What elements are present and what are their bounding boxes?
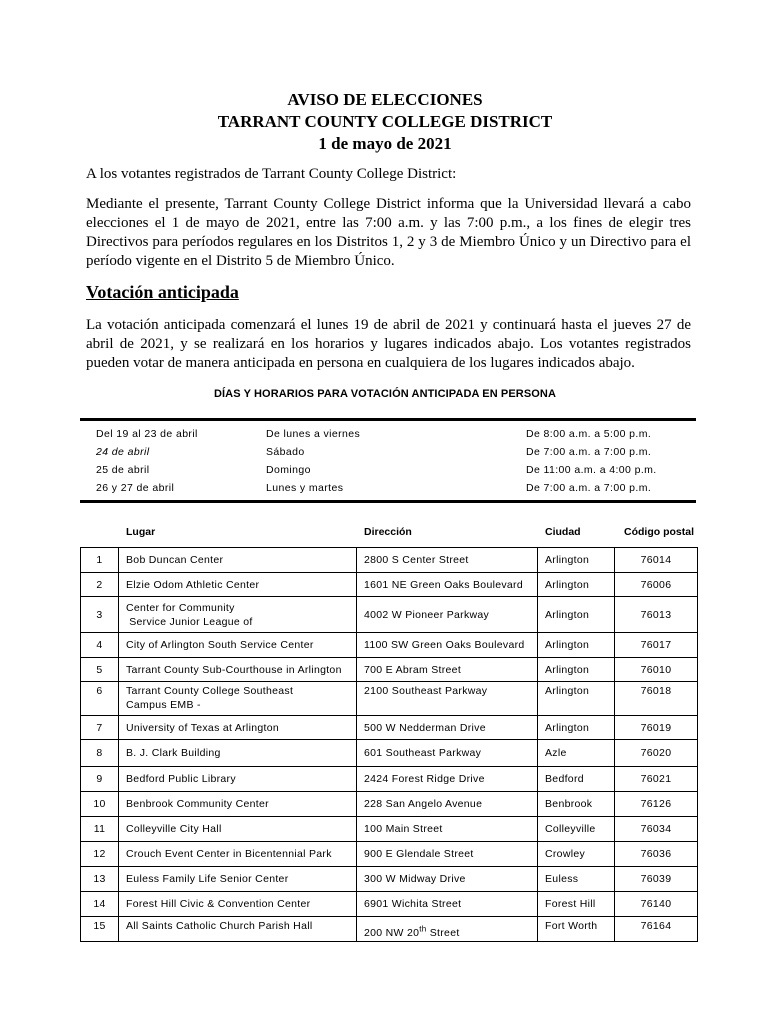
notice-title-line-2: TARRANT COUNTY COLLEGE DISTRICT xyxy=(217,112,553,131)
location-zip: 76013 xyxy=(615,597,698,633)
location-place: Bedford Public Library xyxy=(119,767,357,792)
location-place: All Saints Catholic Church Parish Hall xyxy=(119,917,357,942)
location-place: Elzie Odom Athletic Center xyxy=(119,573,357,597)
schedule-table-caption: DÍAS Y HORARIOS PARA VOTACIÓN ANTICIPADA EN PERSONA xyxy=(213,388,557,400)
table-row xyxy=(81,633,698,658)
locations-table xyxy=(80,547,698,942)
paragraph-early-voting: La votación anticipada comenzará el lunes 19 de abril de 2021 y continuará hasta el jueves 27 de abril de 2021, y se realizará en los horarios y lugares indicados abajo. Los votantes registrados pueden votar de manera anticipada en persona en cualquiera de los lugares indicados abajo. xyxy=(86,317,691,371)
table-row xyxy=(81,792,698,817)
table-row xyxy=(81,597,698,633)
location-place xyxy=(119,597,357,633)
location-address: 2800 S Center Street xyxy=(357,548,538,573)
location-city: Colleyville xyxy=(538,817,615,842)
location-city: Arlington xyxy=(538,716,615,740)
location-place: Euless Family Life Senior Center xyxy=(119,867,357,892)
greeting: A los votantes registrados de Tarrant County College District: xyxy=(86,166,457,182)
location-number: 3 xyxy=(81,597,119,633)
location-number: 5 xyxy=(81,658,119,682)
location-number: 11 xyxy=(81,817,119,842)
locations-header-place: Lugar xyxy=(126,526,156,538)
location-address-tail: Street xyxy=(426,927,460,939)
table-row xyxy=(81,767,698,792)
location-zip: 76039 xyxy=(615,867,698,892)
schedule-dates: 24 de abril xyxy=(96,446,150,458)
location-number: 14 xyxy=(81,892,119,917)
location-place: City of Arlington South Service Center xyxy=(119,633,357,658)
location-number: 2 xyxy=(81,573,119,597)
location-zip: 76021 xyxy=(615,767,698,792)
location-place: University of Texas at Arlington xyxy=(119,716,357,740)
table-row xyxy=(81,548,698,573)
schedule-dates: Del 19 al 23 de abril xyxy=(96,428,198,440)
location-zip: 76020 xyxy=(615,740,698,767)
schedule-days: Lunes y martes xyxy=(266,482,344,494)
location-place-line-2: Service Junior League of xyxy=(126,615,253,628)
location-city: Arlington xyxy=(538,658,615,682)
schedule-top-rule xyxy=(80,418,696,421)
location-address: 1601 NE Green Oaks Boulevard xyxy=(357,573,538,597)
early-voting-heading: Votación anticipada xyxy=(86,282,239,302)
location-address-main: 200 NW 20 xyxy=(364,927,420,939)
locations-header-city: Ciudad xyxy=(545,526,581,538)
location-address: 300 W Midway Drive xyxy=(357,867,538,892)
location-place: Crouch Event Center in Bicentennial Park xyxy=(119,842,357,867)
location-address: 2100 Southeast Parkway xyxy=(357,682,538,716)
location-address: 700 E Abram Street xyxy=(357,658,538,682)
location-city: Benbrook xyxy=(538,792,615,817)
location-place: Benbrook Community Center xyxy=(119,792,357,817)
location-place: Tarrant County Sub-Courthouse in Arlington xyxy=(119,658,357,682)
schedule-days: Domingo xyxy=(266,464,311,476)
location-city: Fort Worth xyxy=(538,917,615,942)
notice-title-line-1: AVISO DE ELECCIONES xyxy=(287,90,483,109)
location-number: 4 xyxy=(81,633,119,658)
location-address: 4002 W Pioneer Parkway xyxy=(357,597,538,633)
location-zip: 76164 xyxy=(615,917,698,942)
location-city: Arlington xyxy=(538,633,615,658)
location-zip: 76010 xyxy=(615,658,698,682)
schedule-bottom-rule xyxy=(80,500,696,503)
location-address: 500 W Nedderman Drive xyxy=(357,716,538,740)
location-number: 7 xyxy=(81,716,119,740)
location-place: Bob Duncan Center xyxy=(119,548,357,573)
schedule-hours: De 11:00 a.m. a 4:00 p.m. xyxy=(526,464,657,476)
location-city: Arlington xyxy=(538,597,615,633)
schedule-dates: 26 y 27 de abril xyxy=(96,482,175,494)
location-number: 1 xyxy=(81,548,119,573)
table-row xyxy=(81,573,698,597)
location-place-line-1: Center for Community xyxy=(126,601,235,614)
location-city: Crowley xyxy=(538,842,615,867)
location-address xyxy=(357,917,538,942)
location-zip: 76034 xyxy=(615,817,698,842)
paragraph-election-info: Mediante el presente, Tarrant County College District informa que la Universidad llevará a cabo elecciones el 1 de mayo de 2021, entre las 7:00 a.m. y las 7:00 p.m., a los fines de elegir tres Directivos para períodos regulares en los Distritos 1, 2 y 3 de Miembro Único y un Directivo para el período vigente en el Distrito 5 de Miembro Único. xyxy=(86,196,691,269)
location-number: 15 xyxy=(81,917,119,942)
location-zip: 76140 xyxy=(615,892,698,917)
schedule-days: De lunes a viernes xyxy=(266,428,361,440)
table-row xyxy=(81,917,698,942)
location-city: Arlington xyxy=(538,682,615,716)
schedule-hours: De 8:00 a.m. a 5:00 p.m. xyxy=(526,428,652,440)
location-address: 100 Main Street xyxy=(357,817,538,842)
location-number: 9 xyxy=(81,767,119,792)
location-address: 900 E Glendale Street xyxy=(357,842,538,867)
location-number: 8 xyxy=(81,740,119,767)
location-zip: 76036 xyxy=(615,842,698,867)
location-place: B. J. Clark Building xyxy=(119,740,357,767)
location-city: Arlington xyxy=(538,548,615,573)
location-number: 12 xyxy=(81,842,119,867)
location-place xyxy=(119,682,357,716)
location-zip: 76017 xyxy=(615,633,698,658)
notice-title-date: 1 de mayo de 2021 xyxy=(318,134,452,153)
table-row xyxy=(81,892,698,917)
location-zip: 76014 xyxy=(615,548,698,573)
location-city: Forest Hill xyxy=(538,892,615,917)
location-place: Colleyville City Hall xyxy=(119,817,357,842)
location-city: Euless xyxy=(538,867,615,892)
schedule-dates: 25 de abril xyxy=(96,464,150,476)
table-row xyxy=(81,867,698,892)
location-place-line-1: Tarrant County College Southeast xyxy=(126,685,294,697)
location-address-suffix: th xyxy=(419,924,427,934)
table-row xyxy=(81,658,698,682)
location-city: Azle xyxy=(538,740,615,767)
location-number: 13 xyxy=(81,867,119,892)
schedule-hours: De 7:00 a.m. a 7:00 p.m. xyxy=(526,482,652,494)
location-address: 6901 Wichita Street xyxy=(357,892,538,917)
schedule-hours: De 7:00 a.m. a 7:00 p.m. xyxy=(526,446,652,458)
location-address: 601 Southeast Parkway xyxy=(357,740,538,767)
location-address: 228 San Angelo Avenue xyxy=(357,792,538,817)
table-row xyxy=(81,740,698,767)
locations-header-address: Dirección xyxy=(364,526,412,538)
location-place: Forest Hill Civic & Convention Center xyxy=(119,892,357,917)
schedule-days: Sábado xyxy=(266,446,305,458)
table-row xyxy=(81,716,698,740)
location-place-line-2: Campus EMB - xyxy=(126,699,201,711)
location-number: 10 xyxy=(81,792,119,817)
location-address: 2424 Forest Ridge Drive xyxy=(357,767,538,792)
location-zip: 76018 xyxy=(615,682,698,716)
location-zip: 76006 xyxy=(615,573,698,597)
locations-header-zip: Código postal xyxy=(624,526,694,538)
location-number: 6 xyxy=(81,682,119,716)
location-zip: 76019 xyxy=(615,716,698,740)
location-city: Arlington xyxy=(538,573,615,597)
table-row xyxy=(81,682,698,716)
location-zip: 76126 xyxy=(615,792,698,817)
location-city: Bedford xyxy=(538,767,615,792)
table-row xyxy=(81,842,698,867)
table-row xyxy=(81,817,698,842)
location-address: 1100 SW Green Oaks Boulevard xyxy=(357,633,538,658)
